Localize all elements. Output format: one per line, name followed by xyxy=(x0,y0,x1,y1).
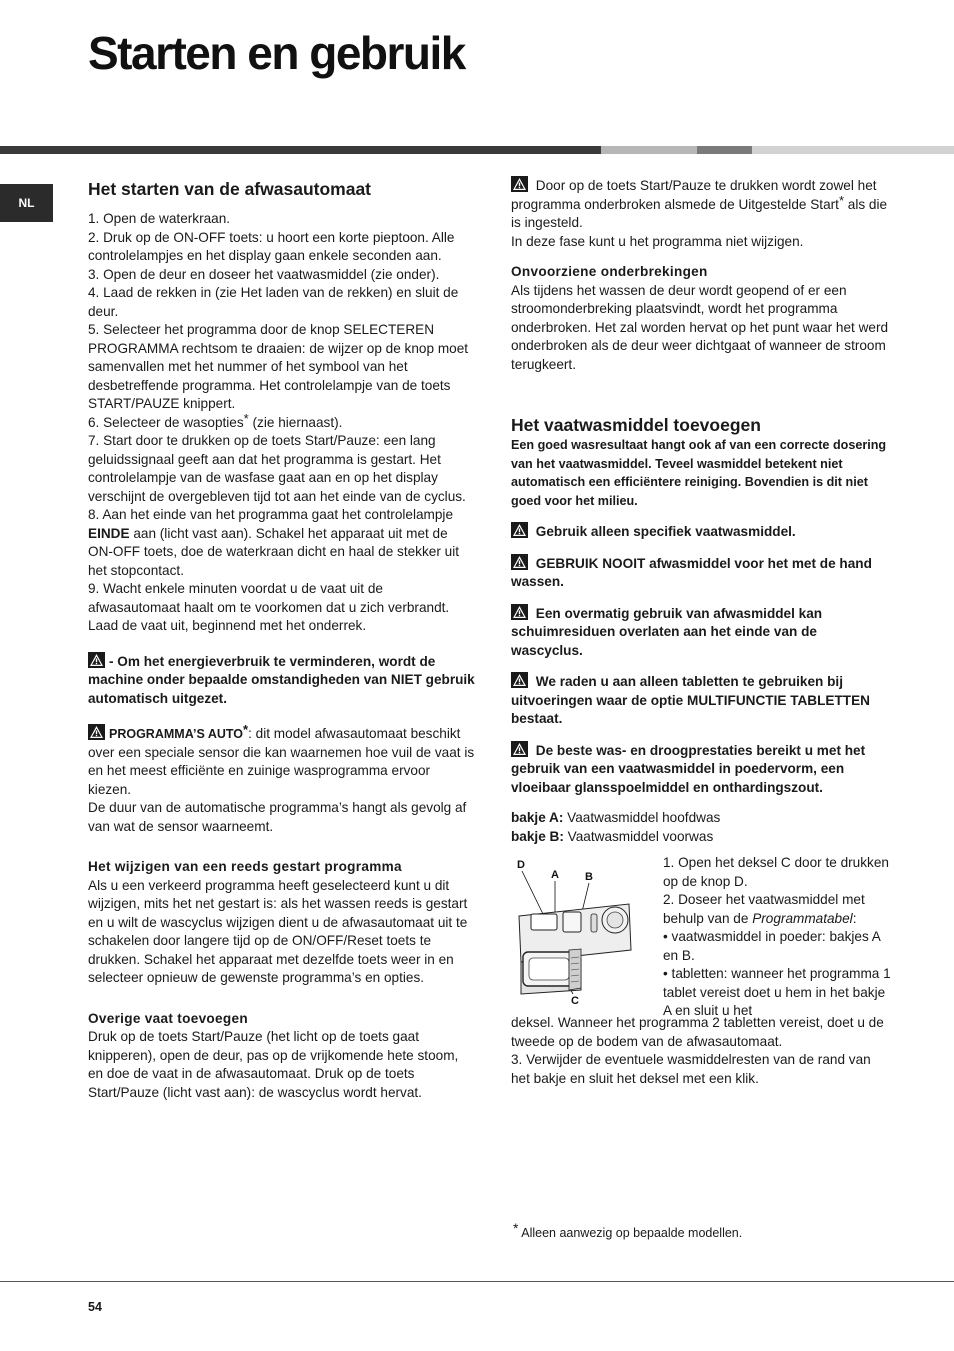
label-b: B xyxy=(585,871,593,883)
left-column xyxy=(88,178,476,1102)
warning-triangle-icon xyxy=(511,522,528,538)
warning-item-text: Een overmatig gebruik van afwasmiddel kan schuimresiduen overlaten aan het einde van de wascyclus. xyxy=(511,605,823,658)
instruction-tablets-cont: deksel. Wanneer het programma 2 tabletten vereist, doet u de tweede op de bodem van de afwasautomaat. xyxy=(511,1015,884,1049)
pause-note xyxy=(511,176,891,233)
dispenser-instructions xyxy=(663,854,891,1021)
instruction-2-text: 2. Doseer het vaatwasmiddel met behulp van de xyxy=(663,892,865,926)
instruction-1: 1. Open het deksel C door te drukken op de knop D. xyxy=(663,855,889,889)
label-a: A xyxy=(551,869,559,881)
step-4: 4. Laad de rekken in (zie Het laden van de rekken) en sluit de deur. xyxy=(88,285,459,319)
asterisk-mark: * xyxy=(838,192,844,208)
warning-triangle-icon xyxy=(511,604,528,620)
footnote-text: Alleen aanwezig op bepaalde modellen. xyxy=(518,1226,743,1240)
instruction-powder: • vaatwasmiddel in poeder: bakjes A en B. xyxy=(663,929,881,963)
warning-item-1 xyxy=(511,522,891,542)
step-3: 3. Open de deur en doseer het vaatwasmiddel (zie onder). xyxy=(88,266,440,282)
energy-warning-text: - Om het energieverbruik te verminderen, wordt de machine onder bepaalde omstandigheden van NIET gebruik automatisch uitgezet. xyxy=(88,653,475,706)
header-bar-dark xyxy=(0,146,601,154)
header-bar-light xyxy=(601,146,697,154)
step-6-text: 6. Selecteer de wasopties xyxy=(88,414,244,430)
pause-note-text: Door op de toets Start/Pauze te drukken wordt zowel het programma onderbroken alsmede de Uitgestelde Start xyxy=(511,178,877,212)
modify-text: Als u een verkeerd programma heeft geselecteerd kunt u dit wijzigen, mits het net gestart is: als het wassen reeds is gestart en u wilt de wascyclus wijzigen dient u de afwasautomaat uit te schakelen door langere tijd op de ON/OFF/Reset toets te drukken. Schakel het apparaat met dezelfde toets weer in en selecteer opnieuw de gewenste programma’s en opties. xyxy=(88,877,468,985)
program-table-ref: Programmatabel xyxy=(752,910,853,926)
step-6-text-end: (zie hiernaast). xyxy=(248,414,343,430)
compartment-a-text: Vaatwasmiddel hoofdwas xyxy=(563,810,721,825)
warning-item-text: GEBRUIK NOOIT afwasmiddel voor het met de hand wassen. xyxy=(511,555,872,589)
section-heading-add-dishes: Overige vaat toevoegen xyxy=(88,1010,248,1026)
compartment-a xyxy=(511,809,891,828)
auto-programs-label: PROGRAMMA’S AUTO xyxy=(109,727,244,741)
compartment-b xyxy=(511,828,891,847)
warning-triangle-icon xyxy=(88,724,105,740)
warning-item-text: Gebruik alleen specifiek vaatwasmiddel. xyxy=(535,524,796,539)
auto-programs xyxy=(88,724,476,799)
footnote xyxy=(513,1220,743,1240)
instruction-tablets: • tabletten: wanneer het programma 1 tablet vereist doet u hem in het bakje A en sluit u het xyxy=(663,966,891,1018)
footer-rule xyxy=(0,1281,954,1282)
warning-triangle-icon xyxy=(511,554,528,570)
warning-triangle-icon xyxy=(511,741,528,757)
asterisk-mark: * xyxy=(243,722,249,737)
header-bar-mid xyxy=(697,146,752,154)
label-d: D xyxy=(517,859,525,871)
warning-item-4 xyxy=(511,672,891,729)
compartment-a-label: bakje A: xyxy=(511,810,564,825)
step-1: 1. Open de waterkraan. xyxy=(88,211,231,226)
warning-item-5 xyxy=(511,741,891,798)
warning-item-2 xyxy=(511,554,891,592)
language-tab: NL xyxy=(0,184,53,222)
instruction-2 xyxy=(663,891,891,928)
instruction-2-colon: : xyxy=(852,910,857,926)
step-2: 2. Druk op de ON-OFF toets: u hoort een korte pieptoon. Alle controlelampjes en het display gaan enkele seconden aan. xyxy=(88,229,455,263)
step-8 xyxy=(88,506,476,580)
pause-note-text-end: als die is ingesteld. xyxy=(511,196,888,230)
footnote-asterisk: * xyxy=(513,1220,519,1236)
step-9: 9. Wacht enkele minuten voordat u de vaat uit de afwasautomaat haalt om te voorkomen dat u zich verbrandt. Laad de vaat uit, beginnend met het onderrek. xyxy=(88,581,450,633)
page-title: Starten en gebruik xyxy=(88,27,465,79)
warning-triangle-icon xyxy=(511,672,528,688)
section-heading-detergent: Het vaatwasmiddel toevoegen xyxy=(511,415,761,435)
header-bar-light-end xyxy=(752,146,954,154)
einde-label: EINDE xyxy=(88,525,130,541)
warning-item-3 xyxy=(511,604,891,661)
instruction-3: 3. Verwijder de eventuele wasmiddelresten van de rand van het bakje en sluit het deksel met een klik. xyxy=(511,1052,871,1086)
compartment-b-text: Vaatwasmiddel voorwas xyxy=(563,828,714,844)
detergent-intro: Een goed wasresultaat hangt ook af van een correcte dosering van het vaatwasmiddel. Teveel wasmiddel betekent niet automatisch een efficiëntere reiniging. Bovendien is dit niet goed voor het milieu. xyxy=(511,438,887,508)
dispenser-figure-block xyxy=(511,854,891,1018)
energy-warning xyxy=(88,652,476,709)
step-7: 7. Start door te drukken op de toets Start/Pauze: een lang geluidssignaal geeft aan dat het programma is gestart. Het controlelampje van de wasfase gaat aan en op het display verschijnt de overgebleven tijd tot aan het einde van de cyclus. xyxy=(88,433,466,504)
add-dishes-text: Druk op de toets Start/Pauze (het licht op de toets gaat knipperen), open de deur, pas op de vrijkomende hete stoom, en doe de vaat in de afwasautomaat. Druk op de toets Start/Pauze (licht vast aan): de wascyclus wordt hervat. xyxy=(88,1029,459,1100)
detergent-dispenser-diagram xyxy=(511,854,661,1014)
page-number: 54 xyxy=(88,1300,102,1314)
right-column xyxy=(511,176,891,1088)
interruptions-text: Als tijdens het wassen de deur wordt geopend of er een stroomonderbreking plaatsvindt, wordt het programma onderbroken. Het zal worden hervat op het punt waar het werd onderbroken als de deur weer dichtgaat of wanneer de stroom terugkeert. xyxy=(511,282,889,372)
warning-item-text: We raden u aan alleen tabletten te gebruiken bij uitvoeringen waar de optie MULTIFUNCTIE TABLETTEN bestaat. xyxy=(511,674,870,726)
compartment-b-label: bakje B: xyxy=(511,828,564,844)
warning-item-text: De beste was- en droogprestaties bereikt u met het gebruik van een vaatwasmiddel in poedervorm, een vloeibaar glansspoelmiddel en onthardingszout. xyxy=(511,742,866,795)
step-5: 5. Selecteer het programma door de knop SELECTEREN PROGRAMMA rechtsom te draaien: de wijzer op de knop moet samenvallen met het nummer of het symbool van het desbetreffende programma. Het controlelampje van de toets START/PAUZE knippert. xyxy=(88,322,469,411)
pause-note-2: In deze fase kunt u het programma niet wijzigen. xyxy=(511,233,804,249)
section-heading-starting: Het starten van de afwasautomaat xyxy=(88,179,372,199)
auto-programs-note: De duur van de automatische programma’s hangt als gevolg af van wat de sensor waarneemt. xyxy=(88,800,467,834)
asterisk-mark: * xyxy=(243,410,249,426)
warning-triangle-icon xyxy=(88,652,105,668)
auto-programs-text: : dit model afwasautomaat beschikt over een speciale sensor die kan waarnemen hoe vuil de vaat is en het meest efficiënte en zuinige wasprogramma ervoor kiezen. xyxy=(88,726,475,797)
section-heading-interruptions: Onvoorziene onderbrekingen xyxy=(511,264,708,279)
step-6 xyxy=(88,410,476,433)
section-heading-modify: Het wijzigen van een reeds gestart programma xyxy=(88,859,402,874)
warning-triangle-icon xyxy=(511,176,528,192)
step-8-text-end: aan (licht vast aan). Schakel het apparaat uit met de ON-OFF toets, doe de waterkraan dicht en haal de stekker uit het stopcontact. xyxy=(88,525,459,578)
step-8-text: 8. Aan het einde van het programma gaat het controlelampje xyxy=(88,507,453,522)
label-c: C xyxy=(571,995,579,1007)
